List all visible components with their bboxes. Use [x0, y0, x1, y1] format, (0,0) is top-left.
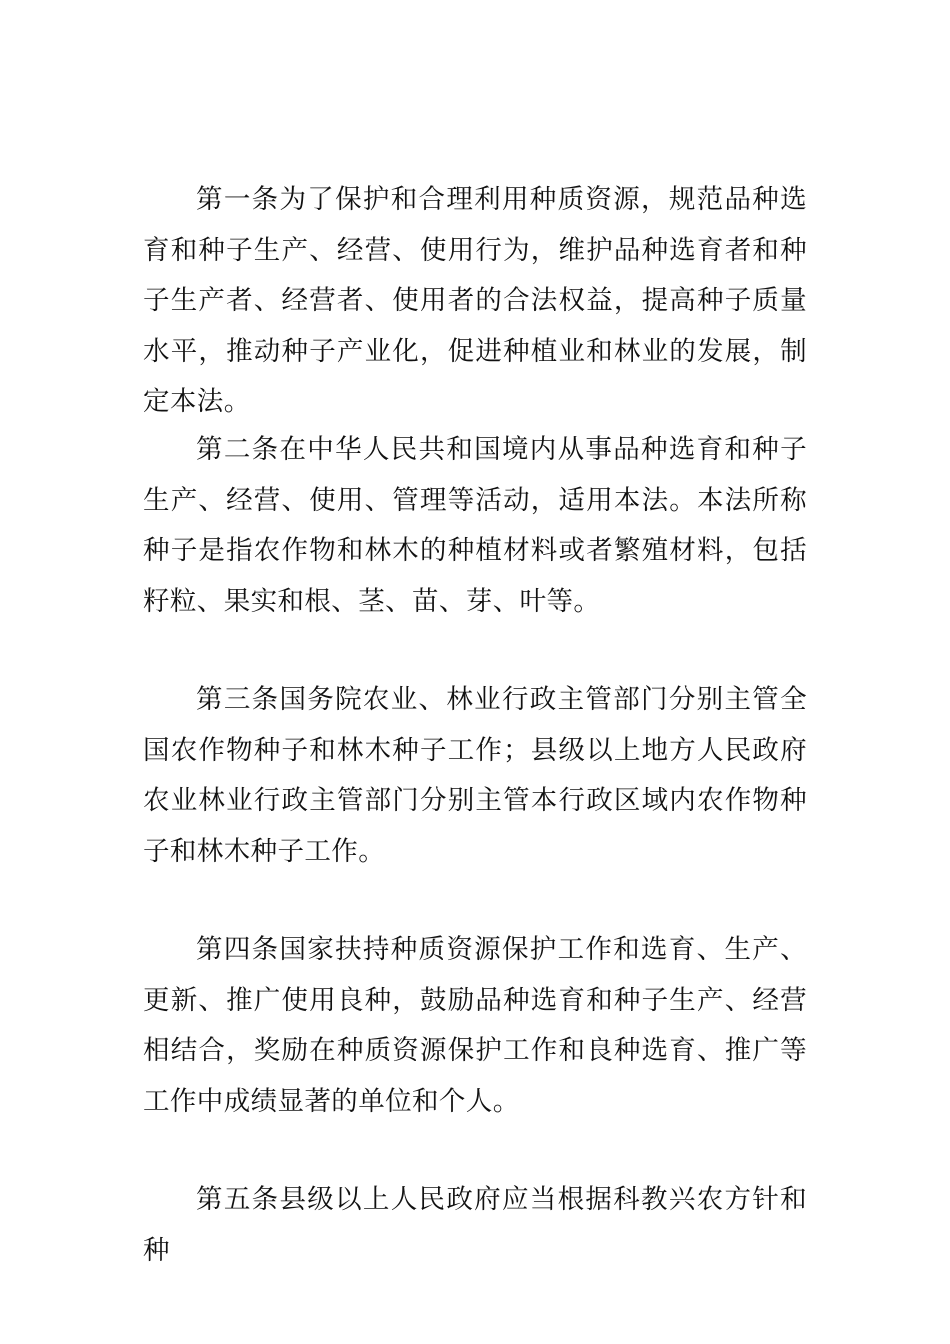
article-3-paragraph: 第三条国务院农业、林业行政主管部门分别主管全国农作物种子和林木种子工作；县级以上地方人民政府农业林业行政主管部门分别主管本行政区域内农作物种子和林木种子工作。	[143, 684, 807, 867]
article-5-paragraph: 第五条县级以上人民政府应当根据科教兴农方针和种	[143, 1184, 807, 1266]
article-2-paragraph: 第二条在中华人民共和国境内从事品种选育和种子生产、经营、使用、管理等活动，适用本法。本法所称种子是指农作物和林木的种植材料或者繁殖材料，包括籽粒、果实和根、茎、苗、芽、叶等。	[143, 434, 807, 617]
article-1-paragraph: 第一条为了保护和合理利用种质资源，规范品种选育和种子生产、经营、使用行为，维护品种选育者和种子生产者、经营者、使用者的合法权益，提高种子质量水平，推动种子产业化，促进种植业和林业的发展，制定本法。	[143, 184, 807, 417]
article-4-paragraph: 第四条国家扶持种质资源保护工作和选育、生产、更新、推广使用良种，鼓励品种选育和种子生产、经营相结合，奖励在种质资源保护工作和良种选育、推广等工作中成绩显著的单位和个人。	[143, 934, 807, 1117]
